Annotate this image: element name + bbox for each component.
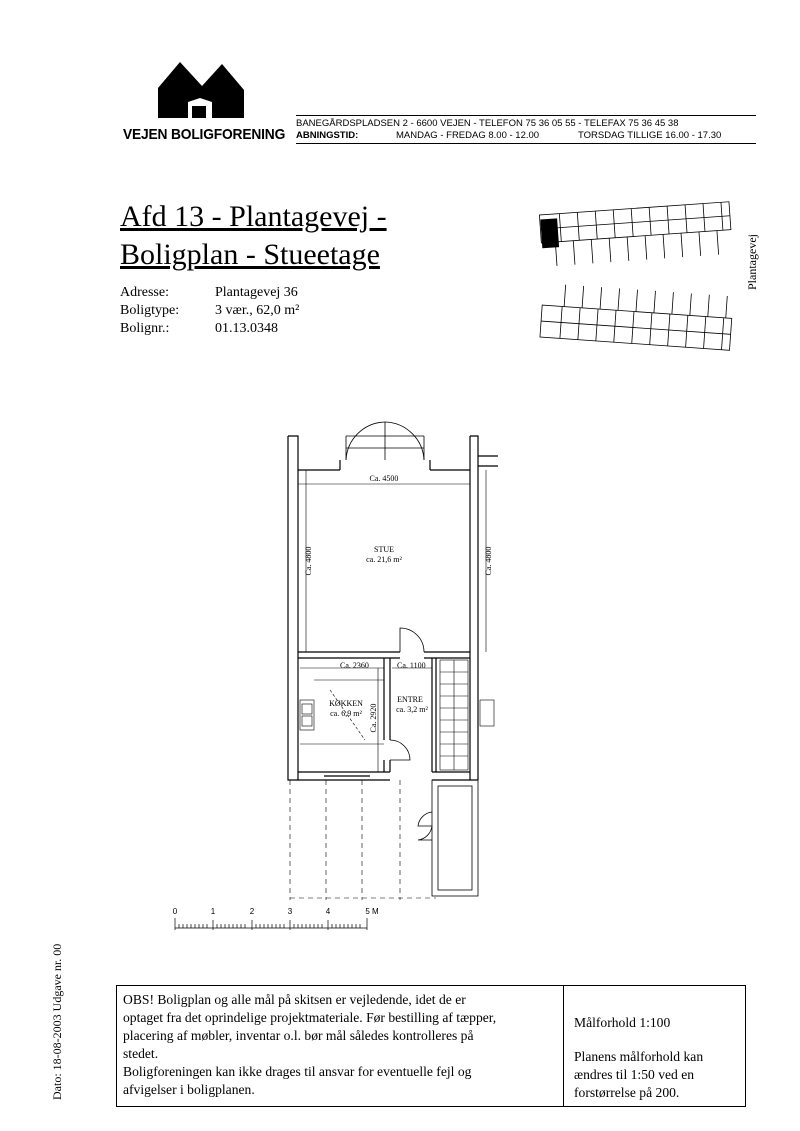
info-value: Plantagevej 36 [215,285,298,300]
info-label: Bolignr.: [120,321,170,336]
note-line: placering af møbler, inventar o.l. bør mål således kontrolleres på [123,1028,474,1043]
scale-note-line: ændres til 1:50 ved en [574,1067,695,1082]
room-name-stue: STUE [374,545,394,554]
street-label: Plantagevej [745,234,759,290]
info-value: 01.13.0348 [215,321,278,336]
scale-tick: 1 [210,907,216,916]
page-title-line1: Afd 13 - Plantagevej - [120,200,387,233]
contact-block [296,115,756,144]
scale-ratio: Målforhold 1:100 [574,1015,671,1030]
note-line: OBS! Boligplan og alle mål på skitsen er vejledende, idet de er [123,992,466,1007]
scale-tick: 4 [325,907,331,916]
scale-tick: 5 M [365,907,379,916]
dim-kitchen-depth: Ca. 2920 [369,703,378,733]
hours-line [296,130,756,142]
hours-weekday: MANDAG - FREDAG 8.00 - 12.00 [396,130,540,141]
room-name-kitchen: KØKKEN [329,699,363,708]
scale-tick: 3 [287,907,293,916]
room-area-entre: ca. 3,2 m² [396,705,428,714]
note-line: afvigelser i boligplanen. [123,1082,255,1097]
dim-left-height: Ca. 4800 [304,546,313,576]
scale-note-line: Planens målforhold kan [574,1049,704,1064]
date-label: Dato: 18-08-2003 Udgave nr. 00 [50,943,64,1100]
info-row-type [120,303,299,319]
scale-tick: 0 [172,907,178,916]
page-title-line2: Boligplan - Stueetage [120,238,380,271]
dim-kitchen-width: Ca. 2360 [340,661,369,670]
logo-mark [150,58,250,130]
brand-name: VEJEN BOLIGFORENING [123,126,286,143]
site-plan [530,190,760,370]
dim-right-height: Ca. 4800 [484,546,493,576]
hours-label: ABNINGSTID: [296,130,359,141]
floor-plan [160,420,510,940]
info-label: Adresse: [120,285,169,300]
disclaimer-note [117,986,564,1106]
info-row-number [120,321,278,337]
dim-top-width: Ca. 4500 [369,474,399,483]
note-box [116,985,746,1107]
note-line: optaget fra det oprindelige projektmateriale. Før bestilling af tæpper, [123,1010,497,1025]
note-line: stedet. [123,1046,159,1061]
hours-thursday: TORSDAG TILLIGE 16.00 - 17.30 [578,130,722,141]
info-value: 3 vær., 62,0 m² [215,303,300,318]
info-row-address [120,285,298,301]
note-line: Boligforeningen kan ikke drages til ansvar for eventuelle fejl og [123,1064,472,1079]
room-area-kitchen: ca. 6,9 m² [330,709,362,718]
scale-tick: 2 [249,907,255,916]
room-area-stue: ca. 21,6 m² [366,555,402,564]
address-line: BANEGÅRDSPLADSEN 2 - 6600 VEJEN - TELEFON 75 36 05 55 - TELEFAX 75 36 45 38 [296,118,679,129]
unit-highlight [541,219,559,248]
room-name-entre: ENTRE [397,695,423,704]
dim-entry-width: Ca. 1100 [397,661,426,670]
scale-note-line: forstørrelse på 200. [574,1085,680,1100]
info-label: Boligtype: [120,303,180,318]
scale-note [564,986,745,1106]
